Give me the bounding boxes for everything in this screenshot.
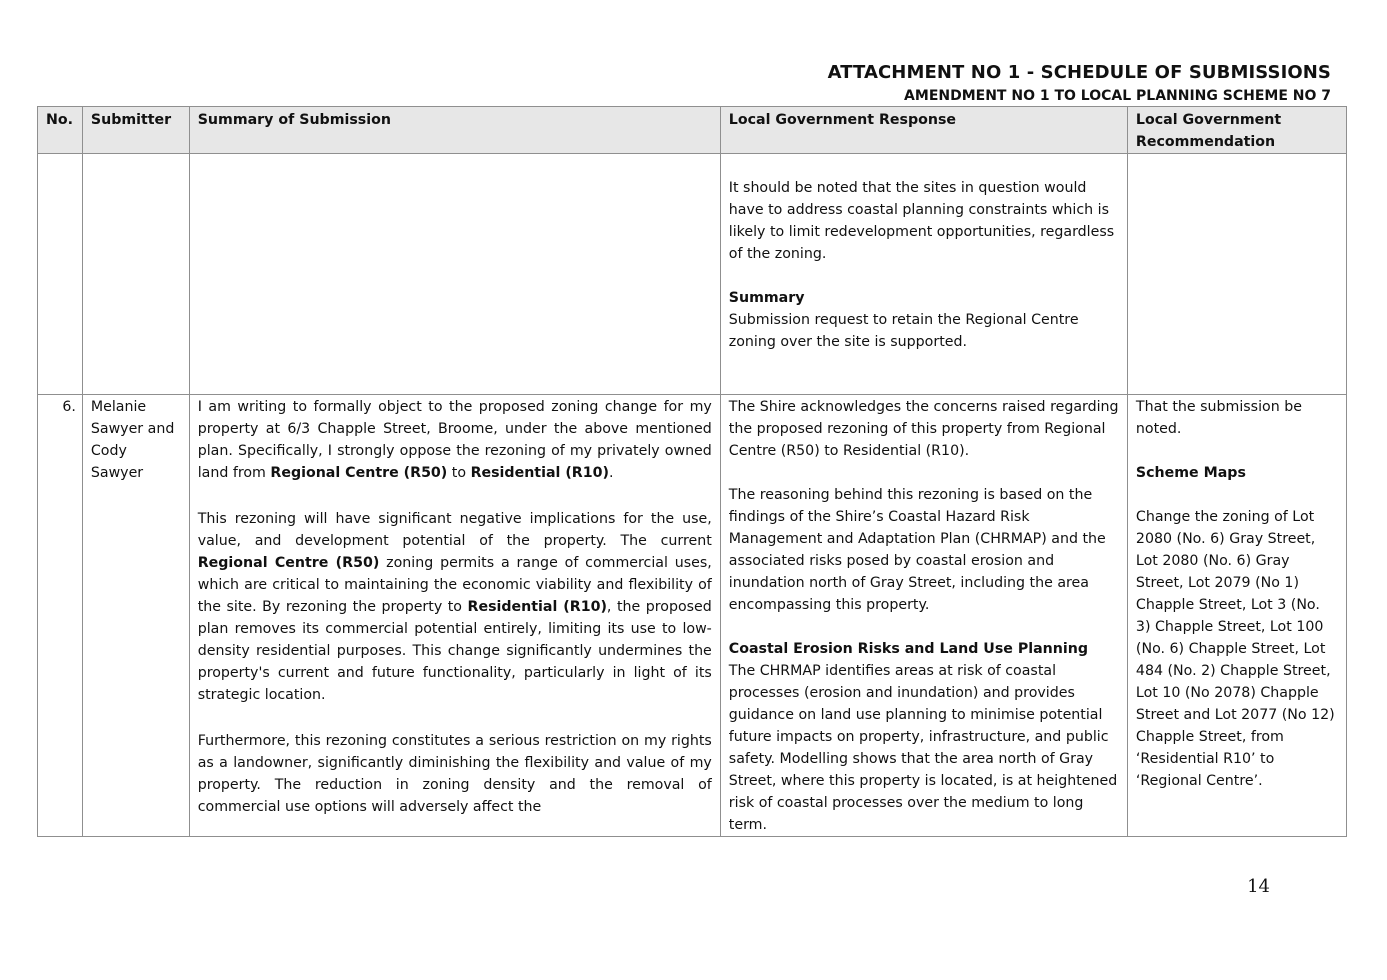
cell-summary xyxy=(189,395,720,837)
summary-paragraph: I am writing to formally object to the proposed zoning change for my property at 6/3 Chapple Street, Broome, under the above mentioned plan. Specifically, I strongly oppose the rezoning of my privately owned land from Regional Centre (R50) to Residential (R10). xyxy=(197,399,712,481)
response-paragraph: The CHRMAP identifies areas at risk of coastal processes (erosion and inundation) and provides guidance on land use planning to minimise potential future impacts on property, infrastructure, and public safety. Modelling shows that the area north of Gray Street, where this property is located, is at heightened risk of coastal processes over the medium to long term. xyxy=(728,663,1118,833)
document-subtitle: AMENDMENT NO 1 TO LOCAL PLANNING SCHEME NO 7 xyxy=(904,88,1331,104)
response-paragraph: It should be noted that the sites in question would have to address coastal planning constraints which is likely to limit redevelopment opportunities, regardless of the zoning. xyxy=(728,180,1115,262)
column-header-response: Local Government Response xyxy=(720,107,1127,154)
response-paragraph: The reasoning behind this rezoning is based on the findings of the Shire’s Coastal Hazard Risk Management and Adaptation Plan (CHRMAP) and the associated risks posed by coastal erosion and inundation north of Gray Street, including the area encompassing this property. xyxy=(728,487,1106,613)
response-heading: Summary xyxy=(728,290,805,306)
cell-no: 6. xyxy=(38,395,83,837)
column-header-submitter: Submitter xyxy=(82,107,189,154)
response-paragraph: The Shire acknowledges the concerns raised regarding the proposed rezoning of this property from Regional Centre (R50) to Residential (R10). xyxy=(728,399,1119,459)
submissions-table xyxy=(37,106,1347,837)
recommendation-heading: Scheme Maps xyxy=(1135,465,1246,481)
recommendation-paragraph: That the submission be noted. xyxy=(1135,399,1302,437)
summary-paragraph: This rezoning will have significant negative implications for the use, value, and development potential of the property. The current Regional Centre (R50) zoning permits a range of commercial uses, which are critical to maintaining the economic viability and flexibility of the site. By rezoning the property to Residential (R10), the proposed plan removes its commercial potential entirely, limiting its use to low-density residential purposes. This change significantly undermines the property's current and future functionality, particularly in light of its strategic location. xyxy=(197,511,712,703)
cell-summary xyxy=(189,154,720,395)
cell-recommendation xyxy=(1127,154,1346,395)
cell-response xyxy=(720,154,1127,395)
response-paragraph: Submission request to retain the Regional Centre zoning over the site is supported. xyxy=(728,312,1079,350)
page-number: 14 xyxy=(1247,876,1270,897)
column-header-summary: Summary of Submission xyxy=(189,107,720,154)
recommendation-paragraph: Change the zoning of Lot 2080 (No. 6) Gray Street, Lot 2080 (No. 6) Gray Street, Lot 2079 (No 1) Chapple Street, Lot 3 (No. 3) Chapple Street, Lot 100 (No. 6) Chapple Street, Lot 484 (No. 2) Chapple Street, Lot 10 (No 2078) Chapple Street and Lot 2077 (No 12) Chapple Street, from ‘Residential R10’ to ‘Regional Centre’. xyxy=(1135,509,1335,789)
cell-no xyxy=(38,154,83,395)
table-row xyxy=(38,154,1347,395)
cell-submitter xyxy=(82,154,189,395)
cell-response xyxy=(720,395,1127,837)
column-header-recommendation: Local Government Recommendation xyxy=(1127,107,1346,154)
cell-submitter: Melanie Sawyer and Cody Sawyer xyxy=(82,395,189,837)
response-heading: Coastal Erosion Risks and Land Use Planning xyxy=(728,641,1088,657)
document-title: ATTACHMENT NO 1 - SCHEDULE OF SUBMISSIONS xyxy=(827,62,1331,83)
column-header-no: No. xyxy=(38,107,83,154)
table-row xyxy=(38,395,1347,837)
cell-recommendation xyxy=(1127,395,1346,837)
table-header-row xyxy=(38,107,1347,154)
summary-paragraph: Furthermore, this rezoning constitutes a serious restriction on my rights as a landowner, significantly diminishing the flexibility and value of my property. The reduction in zoning density and the removal of commercial use options will adversely affect the xyxy=(197,733,712,815)
